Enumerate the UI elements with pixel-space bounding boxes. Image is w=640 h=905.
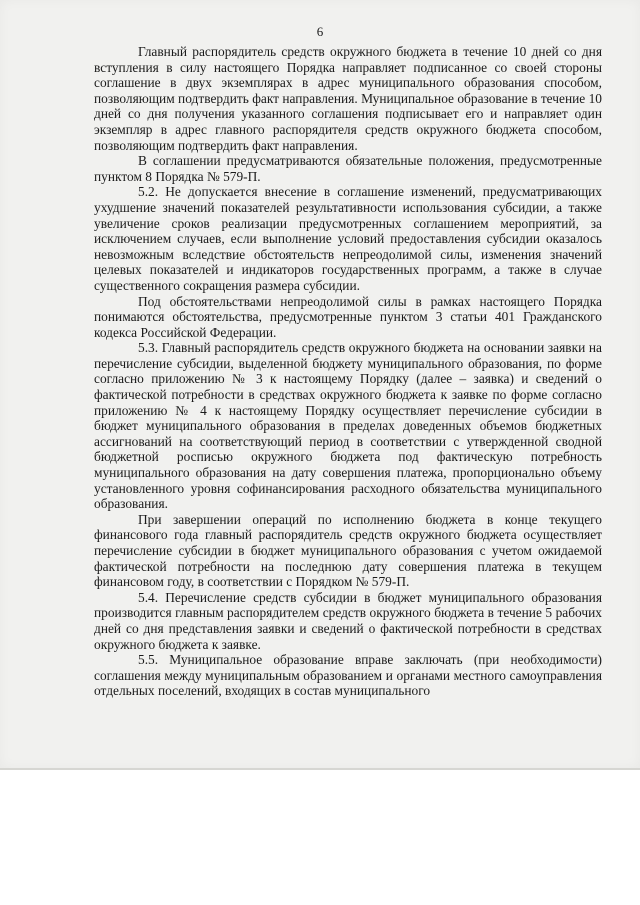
paragraph: 5.5. Муниципальное образование вправе заключать (при необходимости) соглашения между муниципальным образованием и органами местного самоуправления отдельных поселений, входящих в состав муниципального xyxy=(94,652,602,699)
paragraph: В соглашении предусматриваются обязательные положения, предусмотренные пунктом 8 Порядка № 579-П. xyxy=(94,153,602,184)
paragraph: Главный распорядитель средств окружного бюджета в течение 10 дней со дня вступления в силу настоящего Порядка направляет подписанное со своей стороны соглашение в двух экземплярах в адрес муниципального образования способом, позволяющим подтвердить факт направления. Муниципальное образование в течение 10 дней со дня получения указанного соглашения подписывает его и направляет один экземпляр в адрес главного распорядителя средств окружного бюджета способом, позволяющим подтвердить факт направления. xyxy=(94,44,602,153)
page-number: 6 xyxy=(316,24,324,39)
paragraph: 5.2. Не допускается внесение в соглашение изменений, предусматривающих ухудшение значений показателей результативности использования субсидии, а также увеличение сроков реализации предусмотренных соглашением мероприятий, за исключением случаев, если выполнение условий предоставления субсидии оказалось невозможным вследствие обстоятельств непреодолимой силы, изменения значений целевых показателей и индикаторов государственных программ, а также в случае существенного сокращения размера субсидии. xyxy=(94,184,602,293)
paragraph: Под обстоятельствами непреодолимой силы в рамках настоящего Порядка понимаются обстоятельства, предусмотренные пунктом 3 статьи 401 Гражданского кодекса Российской Федерации. xyxy=(94,293,602,340)
paragraph: 5.4. Перечисление средств субсидии в бюджет муниципального образования производится главным распорядителем средств окружного бюджета в течение 5 рабочих дней со дня представления заявки и сведений о фактической потребности в средствах окружного бюджета к заявке. xyxy=(94,589,602,652)
paragraph: 5.3. Главный распорядитель средств окружного бюджета на основании заявки на перечисление субсидии, выделенной бюджету муниципального образования, по форме согласно приложению № 3 к настоящему Порядку (далее – заявка) и сведений о фактической потребности в средствах окружного бюджета к заявке по форме согласно приложению № 4 к настоящему Порядку осуществляет перечисление субсидии в бюджет муниципального образования в пределах доведенных объемов бюджетных ассигнований на соответствующий период в соответствии с утвержденной сводной бюджетной росписью окружного бюджета под фактическую потребность муниципального образования на дату совершения платежа, пропорционально объему установленного уровня софинансирования расходного обязательства муниципального образования. xyxy=(94,340,602,512)
paragraph: При завершении операций по исполнению бюджета в конце текущего финансового года главный распорядитель средств окружного бюджета осуществляет перечисление субсидии в бюджет муниципального образования с учетом ожидаемой фактической потребности на последнюю дату совершения платежа в текущем финансовом году, в соответствии с Порядком № 579-П. xyxy=(94,511,602,590)
document-body xyxy=(94,44,602,699)
